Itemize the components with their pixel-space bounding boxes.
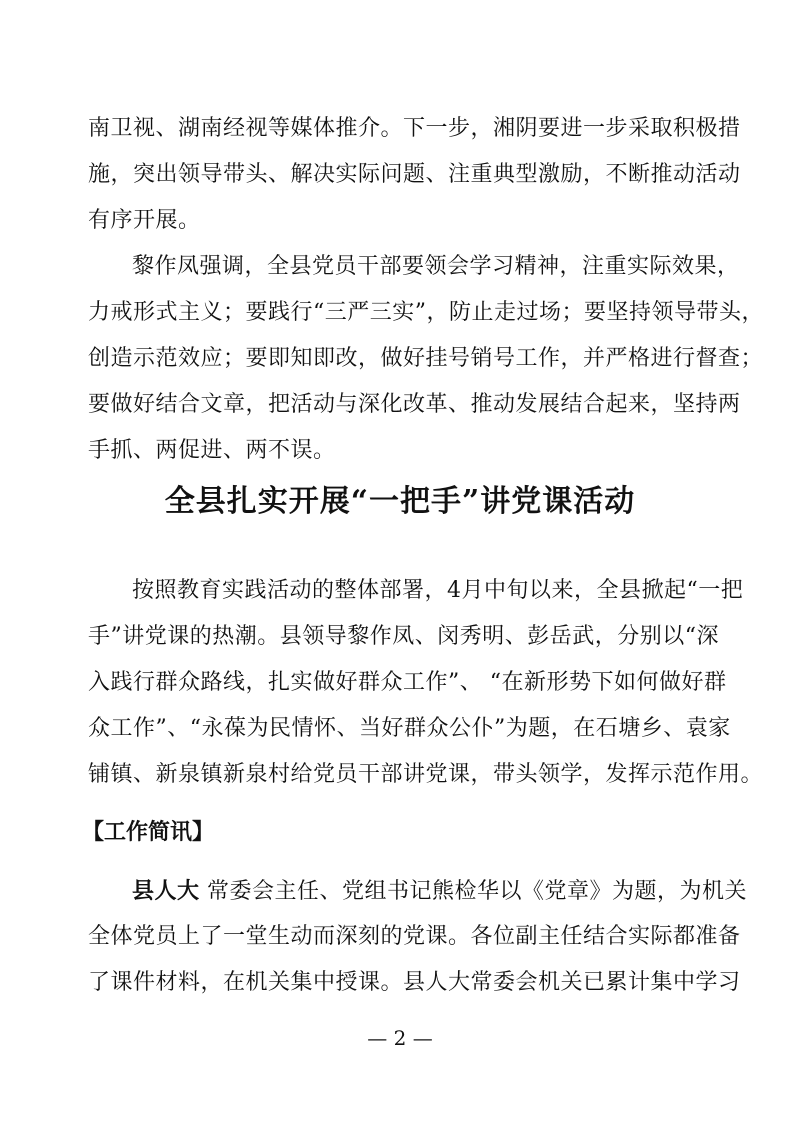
paragraph-line: 手抓、两促进、两不误。 — [88, 438, 336, 463]
paragraph-line: 有序开展。 — [88, 208, 201, 233]
paragraph-text: 常委会主任、党组书记熊检华以《党章》为题，为机关 — [199, 879, 748, 904]
paragraph-line: 入践行群众路线，扎实做好群众工作”、 “在新形势下如何做好群 — [88, 670, 727, 695]
paragraph-line: 创造示范效应；要即知即改，做好挂号销号工作，并严格进行督查； — [88, 346, 764, 371]
paragraph-line: 按照教育实践活动的整体部署，4月中旬以来，全县掀起“一把 — [132, 578, 744, 603]
paragraph-line — [132, 876, 748, 907]
paragraph-line: 全体党员上了一堂生动而深刻的党课。各位副主任结合实际都准备 — [88, 924, 741, 949]
article-title: 全县扎实开展“一把手”讲党课活动 — [164, 484, 636, 519]
paragraph-line: 力戒形式主义；要践行“三严三实”，防止走过场；要坚持领导带头， — [88, 300, 764, 325]
section-label: 【工作简讯】 — [82, 819, 215, 845]
paragraph-line: 众工作”、“永葆为民情怀、当好群众公仆”为题，在石塘乡、袁家 — [88, 716, 731, 741]
paragraph-line: 要做好结合文章，把活动与深化改革、推动发展结合起来，坚持两 — [88, 392, 741, 417]
paragraph-line: 手”讲党课的热潮。县领导黎作凤、闵秀明、彭岳武，分别以“深 — [88, 624, 719, 649]
paragraph-line: 施，突出领导带头、解决实际问题、注重典型激励，不断推动活动 — [88, 162, 741, 187]
paragraph-lead: 县人大 — [132, 878, 200, 904]
paragraph-line: 南卫视、湖南经视等媒体推介。下一步，湘阴要进一步采取积极措 — [88, 116, 741, 141]
page-number: — 2 — — [367, 1026, 433, 1050]
paragraph-line: 铺镇、新泉镇新泉村给党员干部讲党课，带头领学，发挥示范作用。 — [88, 762, 764, 787]
paragraph-line: 了课件材料，在机关集中授课。县人大常委会机关已累计集中学习 — [88, 970, 741, 995]
paragraph-line: 黎作凤强调，全县党员干部要领会学习精神，注重实际效果， — [132, 254, 740, 279]
